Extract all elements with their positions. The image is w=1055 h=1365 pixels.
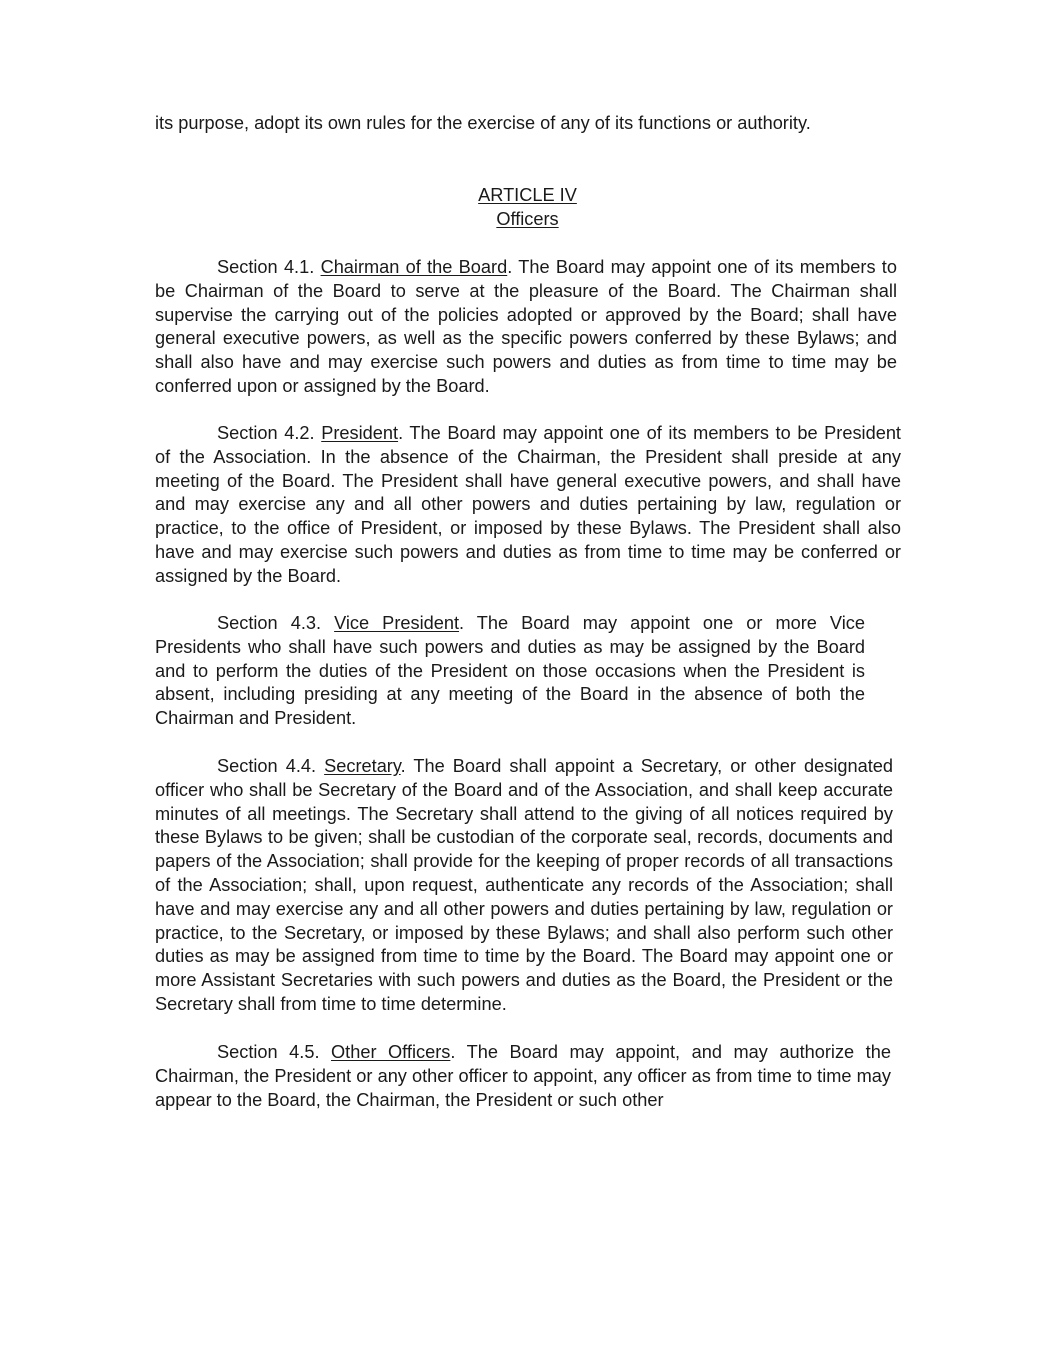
section-4-1 bbox=[155, 256, 897, 399]
article-subtitle-text: Officers bbox=[496, 209, 559, 229]
intro-paragraph bbox=[155, 112, 817, 136]
section-number: Section 4.2. bbox=[217, 423, 315, 443]
article-subtitle bbox=[0, 208, 1055, 232]
section-number: Section 4.1. bbox=[217, 257, 315, 277]
section-body: . The Board may appoint one of its members to be Chairman of the Board to serve at the pleasure of the Board. The Chairman shall supervise the carrying out of the policies adopted or approved by the Board; shall have general executive powers, as well as the specific powers conferred by these Bylaws; and shall also have and may exercise such powers and duties as from time to time may be conferred upon or assigned by the Board. bbox=[155, 257, 897, 396]
section-4-2 bbox=[155, 422, 901, 589]
section-body: . The Board may appoint one of its members to be President of the Association. In the absence of the Chairman, the President shall preside at any meeting of the Board. The President shall have general executive powers, and shall have and may exercise any and all other powers and duties pertaining by law, regulation or practice, to the office of President, or imposed by these Bylaws. The President shall also have and may exercise such powers and duties as from time to time may be conferred or assigned by the Board. bbox=[155, 423, 901, 586]
section-body: . The Board shall appoint a Secretary, or other designated officer who shall be Secretary of the Board and of the Association, and shall keep accurate minutes of all meetings. The Secretary shall attend to the giving of all notices required by these Bylaws to be given; shall be custodian of the corporate seal, records, documents and papers of the Association; shall provide for the keeping of proper records of all transactions of the Association; shall, upon request, authenticate any records of the Association; shall have and may exercise any and all other powers and duties pertaining by law, regulation or practice, to the Secretary, or imposed by these Bylaws; and shall also perform such other duties as may be assigned from time to time by the Board. The Board may appoint one or more Assistant Secretaries with such powers and duties as the Board, the President or the Secretary shall from time to time determine. bbox=[155, 756, 893, 1014]
section-body: . The Board may appoint one or more Vice Presidents who shall have such powers and duties as may be assigned by the Board and to perform the duties of the President on those occasions when the President is absent, including presiding at any meeting of the Board in the absence of both the Chairman and President. bbox=[155, 613, 865, 729]
section-number: Section 4.5. bbox=[217, 1042, 320, 1062]
section-title: Vice President bbox=[334, 613, 460, 633]
section-4-5 bbox=[155, 1041, 891, 1112]
section-title: Secretary bbox=[324, 756, 401, 776]
article-label: ARTICLE IV bbox=[478, 185, 577, 205]
section-title: Chairman of the Board bbox=[320, 257, 508, 277]
section-number: Section 4.3. bbox=[217, 613, 322, 633]
section-4-3 bbox=[155, 612, 865, 731]
section-title: President bbox=[321, 423, 399, 443]
section-number: Section 4.4. bbox=[217, 756, 317, 776]
section-body: . The Board may appoint, and may authorize the Chairman, the President or any other officer to appoint, any officer as from time to time may appear to the Board, the Chairman, the President or such other bbox=[155, 1042, 891, 1110]
article-heading bbox=[0, 184, 1055, 208]
section-title: Other Officers bbox=[331, 1042, 451, 1062]
intro-text: its purpose, adopt its own rules for the exercise of any of its functions or authority. bbox=[155, 113, 811, 133]
section-4-4 bbox=[155, 755, 893, 1017]
